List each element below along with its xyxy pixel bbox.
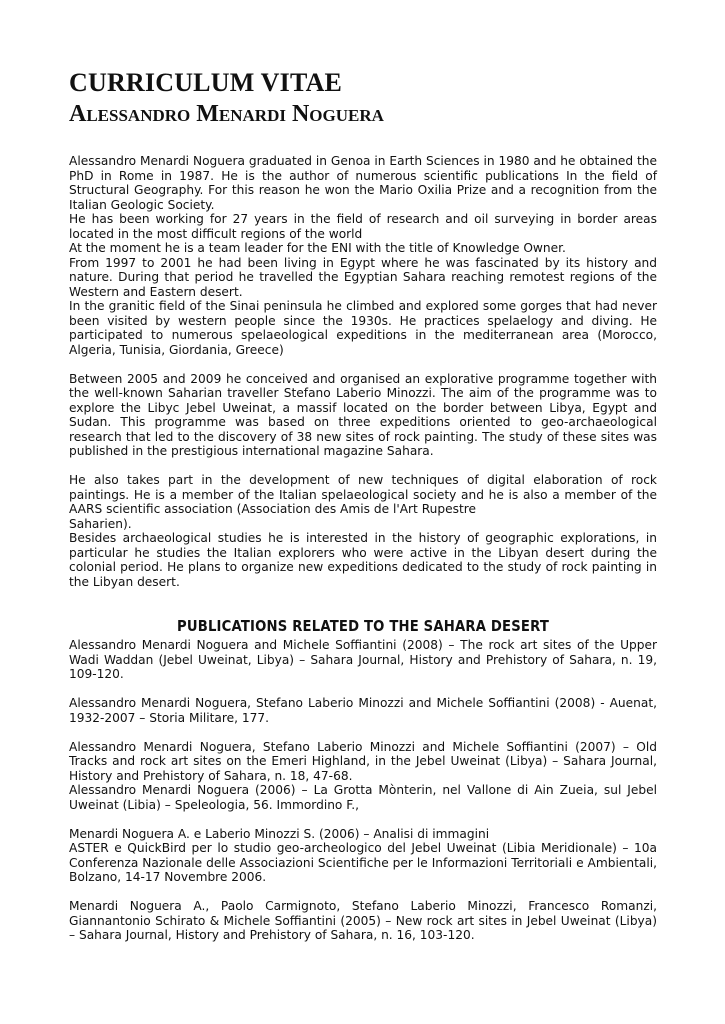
bio-paragraph: Between 2005 and 2009 he conceived and organised an explorative programme together with the well-known Saharian traveller Stefano Laberio Minozzi. The aim of the programme was to explore the Libyc Jebel Uweinat, a massif located on the border between Libya, Egypt and Sudan. This programme was based on three expeditions oriented to geo-archaeological research that led to the discovery of 38 new sites of rock painting. The study of these sites was published in the prestigious international magazine Sahara. [69,371,657,458]
bio-paragraph: At the moment he is a team leader for the ENI with the title of Knowledge Owner. [69,241,566,255]
bio-paragraph: Alessandro Menardi Noguera graduated in Genoa in Earth Sciences in 1980 and he obtained the PhD in Rome in 1987. He is the author of numerous scientific publications In the field of Structural Geography. For this reason he won the Mario Oxilia Prize and a recognition from the Italian Geologic Society. [69,154,657,212]
publication-entry: Alessandro Menardi Noguera (2006) – La Grotta Mònterin, nel Vallone di Ain Zueia, sul Jebel Uweinat (Libia) – Speleologia, 56. Immordino F., [69,783,657,812]
bio-paragraph: Besides archaeological studies he is interested in the history of geographic explorations, in particular he studies the Italian explorers who were active in the Libyan desert during the colonial period. He plans to organize new expeditions dedicated to the study of rock painting in the Libyan desert. [69,531,657,589]
spacer [69,357,657,372]
person-name: Alessandro Menardi Noguera [69,101,384,127]
publication-entry: ASTER e QuickBird per lo studio geo-archeologico del Jebel Uweinat (Libia Meridionale) – 10a Conferenza Nazionale delle Associazioni Scientifiche per le Informazioni Territoriali e Ambientali, Bolzano, 14-17 Novembre 2006. [69,841,657,884]
publications-heading: PUBLICATIONS RELATED TO THE SAHARA DESERT [176,617,550,635]
document-title: CURRICULUM VITAE [69,68,343,97]
spacer [69,459,657,474]
publications-list [69,638,657,943]
bio-paragraph: He also takes part in the development of new techniques of digital elaboration of rock paintings. He is a member of the Italian spelaeological society and he is also a member of the AARS scientific association (Association des Amis de l'Art Rupestre [69,473,657,516]
publication-entry: Alessandro Menardi Noguera, Stefano Laberio Minozzi and Michele Soffiantini (2008) - Auenat, 1932-2007 – Storia Militare, 177. [69,696,657,725]
bio-paragraph: He has been working for 27 years in the field of research and oil surveying in border areas located in the most difficult regions of the world [69,212,657,241]
spacer [69,812,657,827]
spacer [69,682,657,697]
bio-paragraph: Saharien). [69,516,132,531]
publication-entry: Menardi Noguera A. e Laberio Minozzi S. (2006) – Analisi di immagini [69,826,490,841]
bio-paragraph: In the granitic field of the Sinai peninsula he climbed and explored some gorges that had never been visited by western people since the 1930s. He practices spelaelogy and diving. He participated to numerous spelaeological expeditions in the mediterranean area (Morocco, Algeria, Tunisia, Giordania, Greece) [69,299,657,357]
spacer [69,725,657,740]
bio-paragraph: From 1997 to 2001 he had been living in Egypt where he was fascinated by its history and nature. During that period he travelled the Egyptian Sahara reaching remotest regions of the Western and Eastern desert. [69,255,657,299]
publication-entry: Alessandro Menardi Noguera and Michele Soffiantini (2008) – The rock art sites of the Upper Wadi Waddan (Jebel Uweinat, Libya) – Sahara Journal, History and Prehistory of Sahara, n. 19, 109-120. [69,638,657,681]
publication-entry: Alessandro Menardi Noguera, Stefano Laberio Minozzi and Michele Soffiantini (2007) – Old Tracks and rock art sites on the Emeri Highland, in the Jebel Uweinat (Libya) – Sahara Journal, History and Prehistory of Sahara, n. 18, 47-68. [69,739,657,783]
spacer [69,885,657,900]
document-page [69,68,657,943]
biography [69,154,657,589]
publication-entry: Menardi Noguera A., Paolo Carmignoto, Stefano Laberio Minozzi, Francesco Romanzi, Giannantonio Schirato & Michele Soffiantini (2005) – New rock art sites in Jebel Uweinat (Libya) – Sahara Journal, History and Prehistory of Sahara, n. 16, 103-120. [69,899,657,942]
